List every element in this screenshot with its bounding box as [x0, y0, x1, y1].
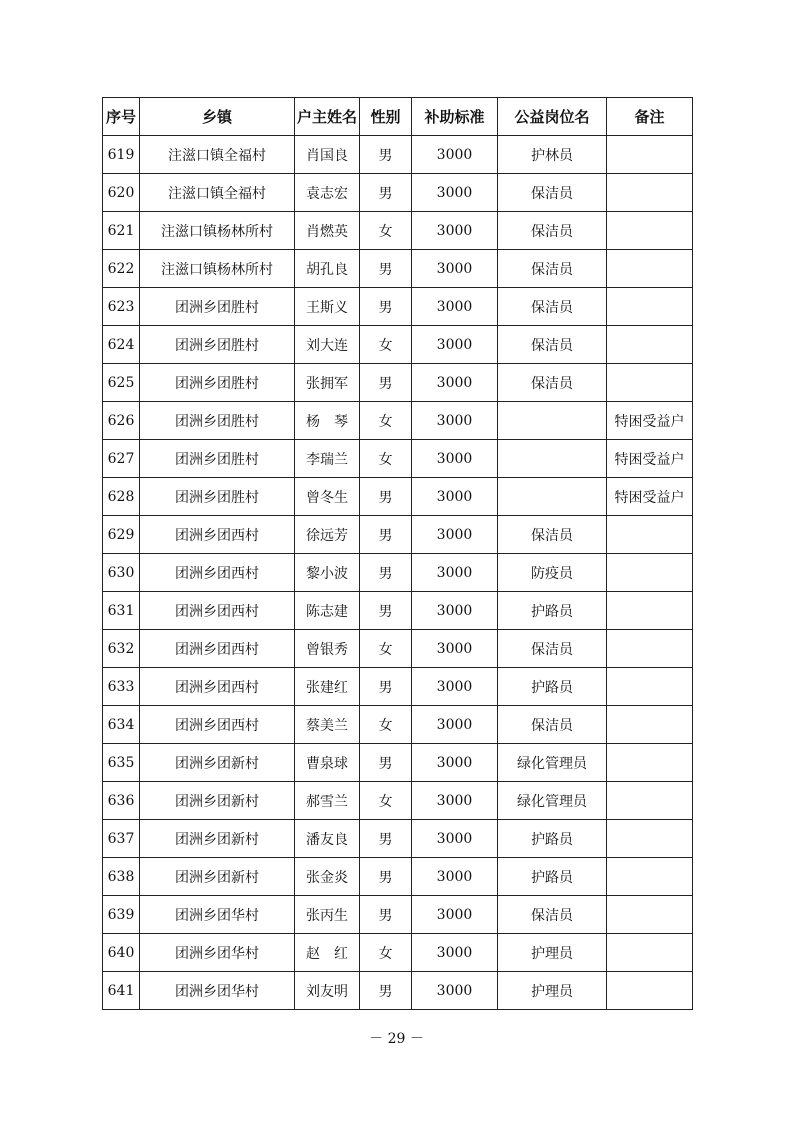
remark-cell	[607, 858, 693, 896]
gender-cell: 男	[360, 364, 412, 402]
position-cell: 保洁员	[498, 174, 607, 212]
subsidy-cell: 3000	[412, 630, 498, 668]
gender-cell: 男	[360, 174, 412, 212]
town-cell: 团洲乡团西村	[140, 706, 295, 744]
town-cell: 注滋口镇全福村	[140, 174, 295, 212]
index-cell: 621	[103, 212, 140, 250]
index-cell: 628	[103, 478, 140, 516]
gender-cell: 女	[360, 630, 412, 668]
table-row	[103, 478, 693, 516]
col-householder-header: 户主姓名	[295, 98, 360, 136]
table-row	[103, 174, 693, 212]
gender-cell: 女	[360, 212, 412, 250]
householder-cell: 袁志宏	[295, 174, 360, 212]
remark-cell	[607, 554, 693, 592]
town-cell: 团洲乡团胜村	[140, 326, 295, 364]
table-body	[103, 136, 693, 1010]
index-cell: 627	[103, 440, 140, 478]
town-cell: 团洲乡团新村	[140, 744, 295, 782]
remark-cell	[607, 896, 693, 934]
remark-cell	[607, 934, 693, 972]
householder-cell: 蔡美兰	[295, 706, 360, 744]
householder-cell: 王斯义	[295, 288, 360, 326]
position-cell: 护路员	[498, 592, 607, 630]
table-row	[103, 326, 693, 364]
table-row	[103, 858, 693, 896]
householder-cell: 陈志建	[295, 592, 360, 630]
position-cell: 防疫员	[498, 554, 607, 592]
subsidy-cell: 3000	[412, 820, 498, 858]
table-row	[103, 364, 693, 402]
table-row	[103, 668, 693, 706]
table-row	[103, 820, 693, 858]
town-cell: 团洲乡团西村	[140, 554, 295, 592]
remark-cell	[607, 212, 693, 250]
table-row	[103, 212, 693, 250]
householder-cell: 赵 红	[295, 934, 360, 972]
householder-cell: 张拥军	[295, 364, 360, 402]
index-cell: 636	[103, 782, 140, 820]
subsidy-cell: 3000	[412, 668, 498, 706]
gender-cell: 女	[360, 326, 412, 364]
position-cell: 护理员	[498, 934, 607, 972]
gender-cell: 男	[360, 592, 412, 630]
town-cell: 团洲乡团新村	[140, 820, 295, 858]
subsidy-cell: 3000	[412, 782, 498, 820]
remark-cell	[607, 820, 693, 858]
subsidy-cell: 3000	[412, 706, 498, 744]
col-remark-header: 备注	[607, 98, 693, 136]
remark-cell: 特困受益户	[607, 440, 693, 478]
index-cell: 641	[103, 972, 140, 1010]
col-gender-header: 性别	[360, 98, 412, 136]
subsidy-cell: 3000	[412, 250, 498, 288]
householder-cell: 曾银秀	[295, 630, 360, 668]
table-header-row	[103, 98, 693, 136]
gender-cell: 女	[360, 782, 412, 820]
subsidy-cell: 3000	[412, 402, 498, 440]
householder-cell: 刘友明	[295, 972, 360, 1010]
gender-cell: 女	[360, 706, 412, 744]
householder-cell: 张金炎	[295, 858, 360, 896]
position-cell	[498, 440, 607, 478]
town-cell: 团洲乡团胜村	[140, 288, 295, 326]
table-row	[103, 592, 693, 630]
householder-cell: 肖国良	[295, 136, 360, 174]
gender-cell: 男	[360, 288, 412, 326]
remark-cell: 特困受益户	[607, 402, 693, 440]
remark-cell: 特困受益户	[607, 478, 693, 516]
subsidy-cell: 3000	[412, 174, 498, 212]
subsidy-cell: 3000	[412, 896, 498, 934]
subsidy-cell: 3000	[412, 592, 498, 630]
householder-cell: 曾冬生	[295, 478, 360, 516]
householder-cell: 胡孔良	[295, 250, 360, 288]
table-row	[103, 136, 693, 174]
gender-cell: 男	[360, 858, 412, 896]
remark-cell	[607, 326, 693, 364]
index-cell: 639	[103, 896, 140, 934]
position-cell: 绿化管理员	[498, 782, 607, 820]
gender-cell: 男	[360, 554, 412, 592]
town-cell: 团洲乡团胜村	[140, 478, 295, 516]
householder-cell: 张丙生	[295, 896, 360, 934]
col-subsidy-header: 补助标准	[412, 98, 498, 136]
householder-cell: 李瑞兰	[295, 440, 360, 478]
table-row	[103, 440, 693, 478]
page-number: － 29 －	[369, 1031, 424, 1047]
position-cell: 保洁员	[498, 706, 607, 744]
position-cell: 保洁员	[498, 516, 607, 554]
householder-cell: 刘大连	[295, 326, 360, 364]
table-row	[103, 972, 693, 1010]
index-cell: 623	[103, 288, 140, 326]
subsidy-cell: 3000	[412, 136, 498, 174]
remark-cell	[607, 136, 693, 174]
table-row	[103, 554, 693, 592]
index-cell: 638	[103, 858, 140, 896]
remark-cell	[607, 288, 693, 326]
position-cell: 保洁员	[498, 288, 607, 326]
col-town-header: 乡镇	[140, 98, 295, 136]
town-cell: 团洲乡团胜村	[140, 402, 295, 440]
subsidy-cell: 3000	[412, 288, 498, 326]
position-cell: 保洁员	[498, 630, 607, 668]
subsidy-cell: 3000	[412, 478, 498, 516]
index-cell: 624	[103, 326, 140, 364]
index-cell: 635	[103, 744, 140, 782]
index-cell: 630	[103, 554, 140, 592]
position-cell: 保洁员	[498, 250, 607, 288]
remark-cell	[607, 250, 693, 288]
gender-cell: 男	[360, 478, 412, 516]
index-cell: 625	[103, 364, 140, 402]
position-cell	[498, 478, 607, 516]
table-row	[103, 516, 693, 554]
town-cell: 团洲乡团华村	[140, 934, 295, 972]
town-cell: 团洲乡团新村	[140, 782, 295, 820]
index-cell: 634	[103, 706, 140, 744]
town-cell: 团洲乡团华村	[140, 896, 295, 934]
gender-cell: 男	[360, 820, 412, 858]
position-cell: 护路员	[498, 668, 607, 706]
town-cell: 团洲乡团西村	[140, 630, 295, 668]
subsidy-cell: 3000	[412, 516, 498, 554]
gender-cell: 男	[360, 668, 412, 706]
position-cell: 保洁员	[498, 896, 607, 934]
town-cell: 团洲乡团新村	[140, 858, 295, 896]
index-cell: 633	[103, 668, 140, 706]
remark-cell	[607, 364, 693, 402]
table-row	[103, 250, 693, 288]
town-cell: 注滋口镇杨林所村	[140, 250, 295, 288]
subsidy-cell: 3000	[412, 554, 498, 592]
position-cell: 护路员	[498, 820, 607, 858]
remark-cell	[607, 668, 693, 706]
subsidy-cell: 3000	[412, 972, 498, 1010]
town-cell: 团洲乡团西村	[140, 668, 295, 706]
index-cell: 637	[103, 820, 140, 858]
table-row	[103, 706, 693, 744]
remark-cell	[607, 706, 693, 744]
subsidy-cell: 3000	[412, 326, 498, 364]
table-row	[103, 630, 693, 668]
householder-cell: 黎小波	[295, 554, 360, 592]
position-cell	[498, 402, 607, 440]
remark-cell	[607, 174, 693, 212]
index-cell: 631	[103, 592, 140, 630]
position-cell: 护路员	[498, 858, 607, 896]
gender-cell: 男	[360, 136, 412, 174]
remark-cell	[607, 972, 693, 1010]
householder-cell: 曹泉球	[295, 744, 360, 782]
subsidy-cell: 3000	[412, 744, 498, 782]
remark-cell	[607, 744, 693, 782]
gender-cell: 男	[360, 250, 412, 288]
position-cell: 保洁员	[498, 212, 607, 250]
remark-cell	[607, 516, 693, 554]
index-cell: 619	[103, 136, 140, 174]
table-row	[103, 288, 693, 326]
position-cell: 护林员	[498, 136, 607, 174]
town-cell: 团洲乡团西村	[140, 592, 295, 630]
position-cell: 保洁员	[498, 364, 607, 402]
town-cell: 注滋口镇杨林所村	[140, 212, 295, 250]
householder-cell: 郝雪兰	[295, 782, 360, 820]
index-cell: 632	[103, 630, 140, 668]
gender-cell: 男	[360, 972, 412, 1010]
position-cell: 保洁员	[498, 326, 607, 364]
subsidy-cell: 3000	[412, 212, 498, 250]
town-cell: 团洲乡团胜村	[140, 440, 295, 478]
index-cell: 629	[103, 516, 140, 554]
remark-cell	[607, 782, 693, 820]
index-cell: 620	[103, 174, 140, 212]
householder-cell: 张建红	[295, 668, 360, 706]
town-cell: 团洲乡团西村	[140, 516, 295, 554]
position-cell: 绿化管理员	[498, 744, 607, 782]
gender-cell: 女	[360, 402, 412, 440]
table-row	[103, 934, 693, 972]
position-cell: 护理员	[498, 972, 607, 1010]
gender-cell: 女	[360, 934, 412, 972]
table-row	[103, 402, 693, 440]
index-cell: 640	[103, 934, 140, 972]
householder-cell: 肖燃英	[295, 212, 360, 250]
householder-cell: 杨 琴	[295, 402, 360, 440]
table-row	[103, 782, 693, 820]
subsidy-cell: 3000	[412, 364, 498, 402]
col-index-header: 序号	[103, 98, 140, 136]
subsidy-cell: 3000	[412, 440, 498, 478]
index-cell: 626	[103, 402, 140, 440]
table-row	[103, 744, 693, 782]
gender-cell: 男	[360, 516, 412, 554]
index-cell: 622	[103, 250, 140, 288]
gender-cell: 男	[360, 896, 412, 934]
beneficiary-table	[102, 97, 693, 1010]
remark-cell	[607, 630, 693, 668]
remark-cell	[607, 592, 693, 630]
householder-cell: 潘友良	[295, 820, 360, 858]
householder-cell: 徐远芳	[295, 516, 360, 554]
table-row	[103, 896, 693, 934]
gender-cell: 男	[360, 744, 412, 782]
town-cell: 注滋口镇全福村	[140, 136, 295, 174]
gender-cell: 女	[360, 440, 412, 478]
col-position-header: 公益岗位名	[498, 98, 607, 136]
town-cell: 团洲乡团华村	[140, 972, 295, 1010]
subsidy-cell: 3000	[412, 858, 498, 896]
subsidy-cell: 3000	[412, 934, 498, 972]
town-cell: 团洲乡团胜村	[140, 364, 295, 402]
